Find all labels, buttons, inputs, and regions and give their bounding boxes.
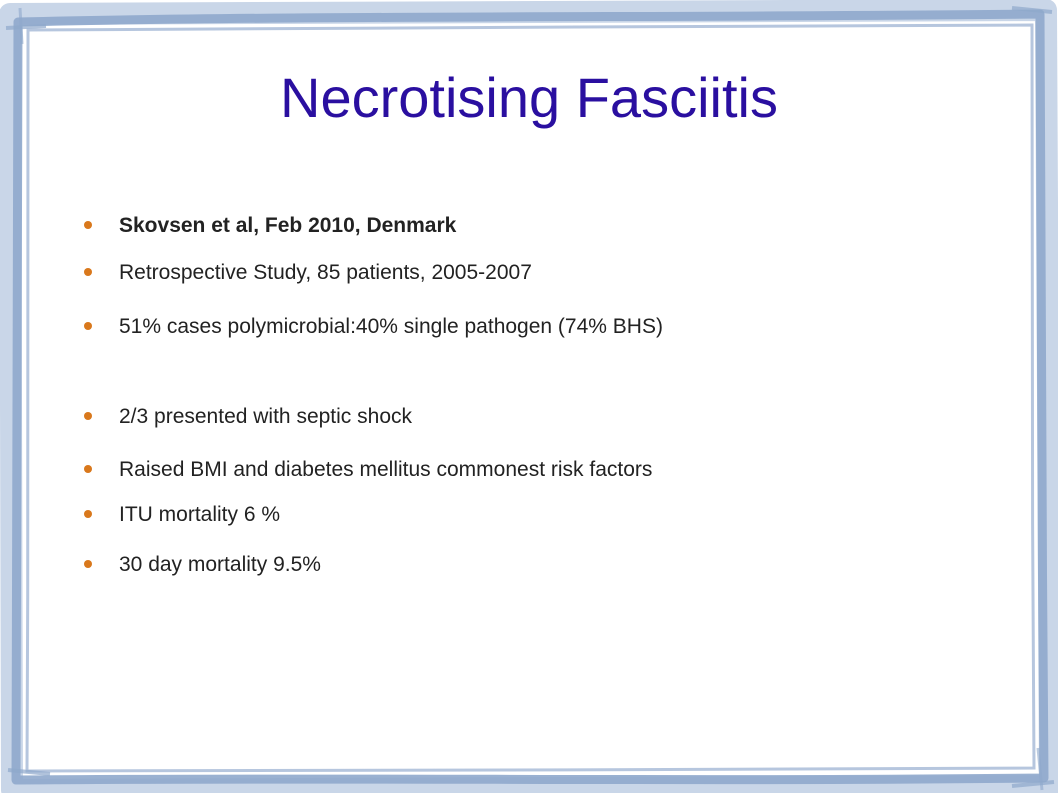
list-item bbox=[84, 456, 652, 484]
bullet-dot-icon bbox=[84, 510, 92, 518]
list-item bbox=[84, 212, 456, 240]
bullet-dot-icon bbox=[84, 322, 92, 330]
bullet-text: 30 day mortality 9.5% bbox=[119, 553, 321, 576]
list-item bbox=[84, 551, 321, 579]
list-item bbox=[84, 501, 280, 529]
bullet-dot-icon bbox=[84, 268, 92, 276]
list-item bbox=[84, 259, 532, 287]
bullet-dot-icon bbox=[84, 560, 92, 568]
bullet-dot-icon bbox=[84, 465, 92, 473]
bullet-dot-icon bbox=[84, 412, 92, 420]
list-item bbox=[84, 403, 412, 431]
list-item bbox=[84, 313, 663, 341]
bullet-text: Skovsen et al, Feb 2010, Denmark bbox=[119, 214, 457, 237]
bullet-text: Raised BMI and diabetes mellitus commonest risk factors bbox=[119, 458, 653, 481]
bullet-dot-icon bbox=[84, 221, 92, 229]
bullet-text: 51% cases polymicrobial:40% single pathogen (74% BHS) bbox=[119, 315, 663, 338]
bullet-text: Retrospective Study, 85 patients, 2005-2007 bbox=[119, 261, 532, 284]
bullet-text: 2/3 presented with septic shock bbox=[119, 405, 412, 428]
bullet-text: ITU mortality 6 % bbox=[119, 503, 281, 526]
slide-title: Necrotising Fasciitis bbox=[280, 66, 778, 129]
